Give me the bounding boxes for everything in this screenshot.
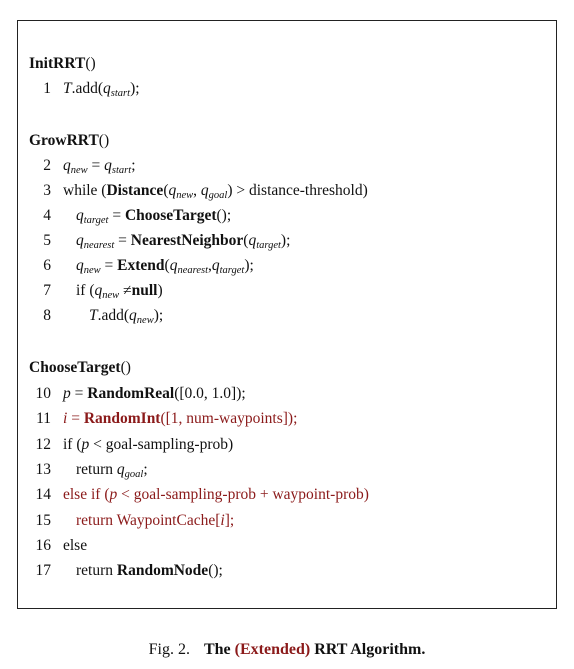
caption-label: Fig. 2.: [148, 641, 190, 658]
func-choosetarget: ChooseTarget: [124, 207, 217, 224]
subscript: new: [70, 165, 88, 176]
code-text: if (: [76, 282, 95, 299]
var-q: q: [76, 232, 84, 249]
caption-text: RRT Algorithm.: [310, 641, 426, 658]
line-4: [29, 206, 231, 226]
line-number: 3: [43, 182, 51, 199]
caption-title: [204, 641, 425, 658]
line-8: [29, 306, 163, 326]
line-number: 11: [36, 410, 51, 427]
caption-highlight: (Extended): [234, 641, 311, 658]
var-q: q: [103, 80, 111, 97]
code-text: );: [280, 232, 291, 249]
line-number: 16: [35, 537, 51, 554]
var-q: q: [129, 307, 137, 324]
code-text: return: [76, 512, 117, 529]
line-16: [29, 536, 87, 556]
func-randomnode: RandomNode: [116, 562, 209, 579]
code-text: .add(: [71, 80, 104, 97]
var-q: q: [116, 461, 125, 478]
var-q: q: [200, 182, 209, 199]
line-number: 8: [43, 307, 51, 324]
section-paren: (): [98, 132, 110, 149]
code-text: < goal-sampling-prob): [89, 436, 234, 453]
subscript: goal: [124, 469, 144, 480]
line-10: [29, 384, 246, 404]
var-t: T: [89, 307, 98, 324]
var-q: q: [211, 257, 220, 274]
var-q: q: [76, 207, 84, 224]
code-text: =: [67, 410, 84, 427]
line-14: [29, 485, 369, 505]
code-text: ) > distance-threshold): [227, 182, 368, 199]
line-2: [29, 156, 136, 176]
section-name: GrowRRT: [29, 132, 99, 149]
section-name: ChooseTarget: [29, 359, 121, 376]
algorithm-box: [17, 20, 557, 609]
code-text: (: [243, 232, 249, 249]
line-number: 1: [43, 80, 51, 97]
code-text: ([1, num-waypoints]);: [160, 410, 298, 427]
subscript: new: [136, 315, 154, 326]
code-text: =: [70, 385, 88, 402]
line-number: 7: [43, 282, 51, 299]
code-text: );: [244, 257, 254, 274]
code-text: ): [157, 282, 163, 299]
var-q: q: [104, 157, 112, 174]
func-extend: Extend: [117, 257, 165, 274]
line-number: 5: [43, 232, 51, 249]
code-text: (: [164, 257, 170, 274]
keyword-null: null: [131, 282, 158, 299]
line-number: 4: [43, 207, 51, 224]
line-1: [29, 79, 140, 99]
subscript: start: [110, 88, 131, 99]
func-randomreal: RandomReal: [87, 385, 175, 402]
code-text: while (: [63, 182, 107, 199]
section-initrrt: [29, 54, 96, 74]
line-number: 12: [35, 436, 51, 453]
figure-caption: [0, 640, 574, 660]
subscript: new: [83, 265, 101, 276]
var-q: q: [168, 182, 177, 199]
code-text: ≠: [119, 282, 132, 299]
subscript: target: [219, 265, 245, 276]
subscript: start: [111, 165, 132, 176]
line-12: [29, 435, 233, 455]
var-p: p: [63, 385, 71, 402]
subscript: new: [102, 290, 120, 301]
section-choosetarget: [29, 358, 131, 378]
line-number: 13: [35, 461, 51, 478]
var-q: q: [63, 157, 71, 174]
var-q: q: [76, 257, 84, 274]
line-13: [29, 460, 148, 480]
code-text: ();: [208, 562, 223, 579]
code-text: ,: [193, 182, 201, 199]
code-text: =: [114, 232, 131, 249]
code-text: ,: [208, 257, 212, 274]
line-number: 17: [35, 562, 51, 579]
subscript: new: [176, 190, 194, 201]
code-text: < goal-sampling-prob + waypoint-prob): [117, 486, 369, 503]
code-text: .add(: [97, 307, 130, 324]
code-text: ];: [224, 512, 235, 529]
var-q: q: [169, 257, 178, 274]
code-text: =: [87, 157, 105, 174]
line-7: [29, 281, 163, 301]
line-number: 15: [35, 512, 51, 529]
line-6: [29, 256, 254, 276]
line-number: 6: [43, 257, 51, 274]
func-distance: Distance: [106, 182, 164, 199]
line-number: 14: [35, 486, 51, 503]
code-text: if (: [63, 436, 82, 453]
subscript: nearest: [177, 265, 208, 276]
caption-text: The: [203, 641, 235, 658]
code-text: ;: [131, 157, 136, 174]
var-t: T: [63, 80, 72, 97]
code-text: ;: [143, 461, 148, 478]
code-text: );: [130, 80, 140, 97]
code-text: else if (: [63, 486, 110, 503]
line-11: [29, 409, 297, 429]
section-name: InitRRT: [29, 55, 86, 72]
line-17: [29, 561, 223, 581]
subscript: target: [83, 215, 109, 226]
var-p: p: [109, 486, 118, 503]
var-q: q: [248, 232, 257, 249]
func-randomint: RandomInt: [83, 410, 161, 427]
code-text: ([0.0, 1.0]);: [174, 385, 246, 402]
func-nearestneighbor: NearestNeighbor: [130, 232, 244, 249]
code-text: =: [108, 207, 125, 224]
var-p: p: [81, 436, 90, 453]
code-text: else: [63, 537, 88, 554]
section-paren: (): [120, 359, 131, 376]
code-text: ();: [216, 207, 232, 224]
line-15: [29, 511, 234, 531]
var-q: q: [94, 282, 103, 299]
code-text: =: [100, 257, 118, 274]
subscript: target: [256, 240, 281, 251]
line-3: [29, 181, 368, 201]
subscript: nearest: [83, 240, 115, 251]
line-number: 2: [43, 157, 51, 174]
section-paren: (): [85, 55, 96, 72]
code-text: return: [76, 562, 117, 579]
subscript: goal: [208, 190, 228, 201]
var-i: i: [63, 410, 68, 427]
code-text: (: [163, 182, 169, 199]
var-i: i: [220, 512, 225, 529]
line-number: 10: [35, 385, 51, 402]
code-text: return: [76, 461, 117, 478]
code-text: );: [153, 307, 164, 324]
section-growrrt: [29, 131, 109, 151]
line-5: [29, 231, 290, 251]
code-text: WaypointCache[: [116, 512, 221, 529]
